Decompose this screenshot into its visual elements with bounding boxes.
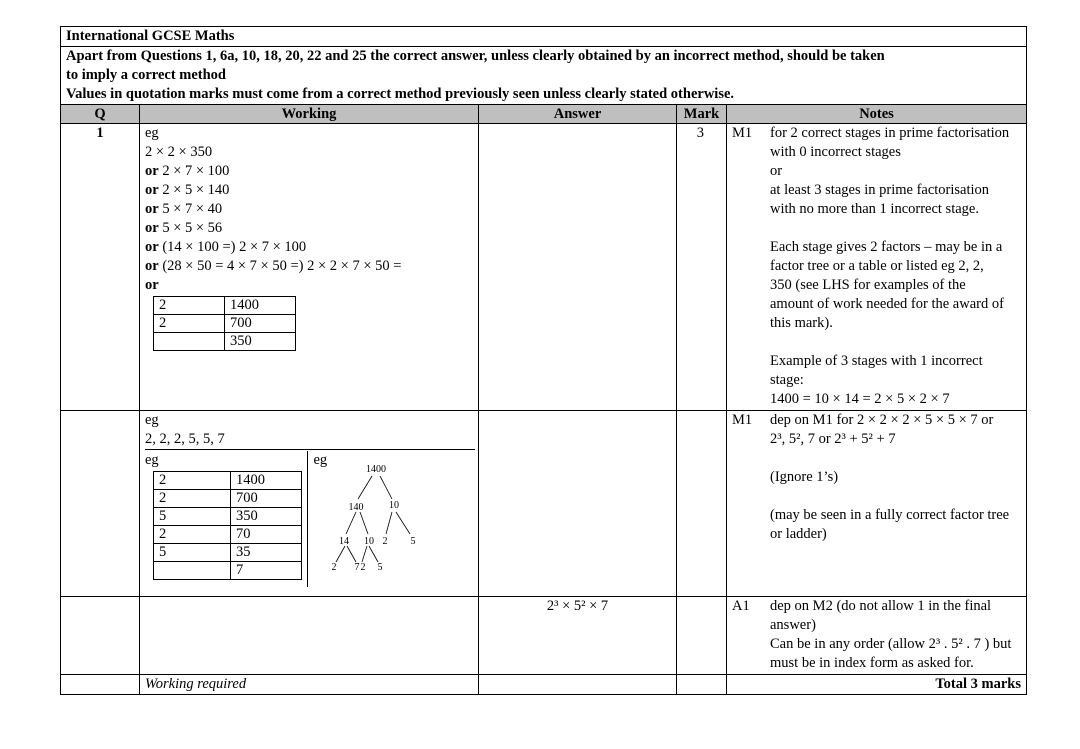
header-row-instructions <box>61 47 1027 105</box>
or-label: or <box>145 163 159 179</box>
note-line: 350 (see LHS for examples of the <box>770 277 966 293</box>
note-line: this mark). <box>770 315 833 331</box>
working-cell-3 <box>140 597 479 675</box>
ladder-divisor <box>154 562 231 580</box>
working-required-label: Working required <box>140 675 479 695</box>
tree-branch <box>360 512 368 534</box>
instruction-line-3: Values in quotation marks must come from a correct method previously seen unless clearly stated otherwise. <box>66 86 735 102</box>
working-line <box>145 257 473 276</box>
tree-node-root: 1400 <box>365 464 386 475</box>
question-cell-empty <box>61 411 140 597</box>
tree-node: 14 <box>338 536 349 547</box>
tree-branch <box>380 476 392 499</box>
tree-node: 7 <box>354 562 359 572</box>
footer-empty <box>479 675 677 695</box>
note-line: 1400 = 10 × 14 = 2 × 5 × 2 × 7 <box>770 391 950 407</box>
factor-ladder-full <box>153 471 302 580</box>
note-line: Can be in any order (allow 2³ . 5² . 7 ) but <box>770 636 1012 652</box>
tree-node: 5 <box>410 536 415 547</box>
column-header-q: Q <box>61 105 140 124</box>
working-eg: eg <box>145 412 159 428</box>
header-instructions <box>61 47 1027 105</box>
header-row-title <box>61 27 1027 47</box>
working-text: (14 × 100 =) 2 × 7 × 100 <box>158 239 307 255</box>
mark-cell-2 <box>677 411 727 597</box>
ladder-divisor: 2 <box>154 472 231 490</box>
tree-node: 10 <box>363 536 374 547</box>
working-text: 5 × 5 × 56 <box>158 220 223 236</box>
ladder-value: 7 <box>231 562 302 580</box>
ladder-row <box>154 526 302 544</box>
or-label: or <box>145 201 159 217</box>
question-cell-empty <box>61 597 140 675</box>
working-cell-2 <box>140 411 479 597</box>
ladder-value: 70 <box>231 526 302 544</box>
table-row-m1-second <box>61 411 1027 597</box>
note-line: with 0 incorrect stages <box>770 144 901 160</box>
working-eg: eg <box>145 125 159 141</box>
final-answer: 2³ × 5² × 7 <box>479 597 677 675</box>
tree-node: 2 <box>360 562 365 572</box>
ladder-row <box>154 297 296 315</box>
note-line: must be in index form as asked for. <box>770 655 974 671</box>
tree-node: 140 <box>348 502 363 513</box>
mark-code: M1 <box>732 412 753 428</box>
column-header-notes: Notes <box>727 105 1027 124</box>
tree-node: 5 <box>377 562 382 572</box>
ladder-value: 1400 <box>225 297 296 315</box>
note-line: dep on M2 (do not allow 1 in the final <box>770 598 992 614</box>
tree-branch <box>396 512 410 534</box>
note-line: 2³, 5², 7 or 2³ + 5² + 7 <box>770 431 896 447</box>
working-line <box>145 181 473 200</box>
prime-factor-list: 2, 2, 2, 5, 5, 7 <box>145 430 475 450</box>
ladder-divisor: 2 <box>154 315 225 333</box>
table-row-a1 <box>61 597 1027 675</box>
notes-cell-1 <box>727 124 1027 411</box>
ladder-value: 350 <box>225 333 296 351</box>
working-cell-1 <box>140 124 479 411</box>
note-line: (may be seen in a fully correct factor tree <box>770 507 1010 523</box>
working-text: (28 × 50 = 4 × 7 × 50 =) 2 × 2 × 7 × 50 = <box>158 258 402 274</box>
ladder-row <box>154 544 302 562</box>
tree-branch <box>386 512 392 534</box>
note-line: Each stage gives 2 factors – may be in a <box>770 239 1003 255</box>
tree-node: 2 <box>382 536 387 547</box>
ladder-value: 350 <box>231 508 302 526</box>
ladder-value: 1400 <box>231 472 302 490</box>
ladder-divisor: 5 <box>154 544 231 562</box>
note-line: Example of 3 stages with 1 incorrect <box>770 353 983 369</box>
ladder-value: 700 <box>231 490 302 508</box>
working-line <box>145 200 473 219</box>
instruction-line-2: to imply a correct method <box>66 67 226 83</box>
total-marks: Total 3 marks <box>727 675 1027 695</box>
tree-branch <box>346 512 356 534</box>
instruction-line-1: Apart from Questions 1, 6a, 10, 18, 20, 22 and 25 the correct answer, unless clearly obtained by an incorrect method, should be taken <box>66 48 885 64</box>
tree-branch <box>347 546 356 562</box>
mark-cell-3 <box>677 597 727 675</box>
ladder-row <box>154 490 302 508</box>
column-header-working: Working <box>140 105 479 124</box>
mark-code: M1 <box>732 125 753 141</box>
working-line: 2 × 2 × 350 <box>145 144 213 160</box>
question-number: 1 <box>61 124 140 411</box>
working-line <box>145 162 473 181</box>
mark-code: A1 <box>732 598 750 614</box>
working-text: 2 × 5 × 140 <box>158 182 230 198</box>
footer-empty <box>677 675 727 695</box>
answer-cell-1 <box>479 124 677 411</box>
ladder-value: 700 <box>225 315 296 333</box>
note-line: (Ignore 1’s) <box>770 469 839 485</box>
notes-cell-3 <box>727 597 1027 675</box>
ladder-eg: eg <box>145 452 159 468</box>
ladder-row <box>154 508 302 526</box>
or-label: or <box>145 258 159 274</box>
or-label: or <box>145 239 159 255</box>
ladder-row <box>154 472 302 490</box>
ladder-row <box>154 315 296 333</box>
working-line <box>145 219 473 238</box>
tree-branch <box>369 546 378 562</box>
working-line <box>145 238 473 257</box>
column-header-mark: Mark <box>677 105 727 124</box>
or-label: or <box>145 182 159 198</box>
header-title: International GCSE Maths <box>61 27 1027 47</box>
mark-scheme-table <box>60 26 1027 695</box>
tree-node: 10 <box>388 500 399 511</box>
tree-eg: eg <box>313 452 328 468</box>
note-line: amount of work needed for the award of <box>770 296 1004 312</box>
footer-empty <box>61 675 140 695</box>
ladder-row <box>154 562 302 580</box>
tree-branch <box>336 546 345 562</box>
ladder-divisor: 2 <box>154 297 225 315</box>
factor-tree-diagram <box>314 454 444 572</box>
mark-value: 3 <box>677 124 727 411</box>
tree-node: 2 <box>331 562 336 572</box>
note-line: at least 3 stages in prime factorisation <box>770 182 990 198</box>
column-header-answer: Answer <box>479 105 677 124</box>
or-label: or <box>145 277 159 293</box>
note-line: answer) <box>770 617 816 633</box>
tree-branch <box>362 546 367 562</box>
note-line: for 2 correct stages in prime factorisation <box>770 125 1010 141</box>
note-line: or <box>770 163 783 179</box>
note-line: dep on M1 for 2 × 2 × 2 × 5 × 5 × 7 or <box>770 412 994 428</box>
ladder-divisor: 5 <box>154 508 231 526</box>
note-line: or ladder) <box>770 526 827 542</box>
ladder-row <box>154 333 296 351</box>
answer-cell-2 <box>479 411 677 597</box>
ladder-value: 35 <box>231 544 302 562</box>
factor-ladder-small <box>153 296 296 351</box>
notes-cell-2 <box>727 411 1027 597</box>
column-header-row <box>61 105 1027 124</box>
working-text: 2 × 7 × 100 <box>158 163 230 179</box>
note-line: with no more than 1 incorrect stage. <box>770 201 979 217</box>
mark-scheme-sheet <box>60 26 1026 695</box>
footer-row <box>61 675 1027 695</box>
tree-branch <box>358 476 372 499</box>
table-row-m1-first <box>61 124 1027 411</box>
note-line: stage: <box>770 372 804 388</box>
or-label: or <box>145 220 159 236</box>
ladder-divisor: 2 <box>154 526 231 544</box>
note-line: factor tree or a table or listed eg 2, 2, <box>770 258 984 274</box>
ladder-divisor: 2 <box>154 490 231 508</box>
working-text: 5 × 7 × 40 <box>158 201 223 217</box>
ladder-divisor <box>154 333 225 351</box>
